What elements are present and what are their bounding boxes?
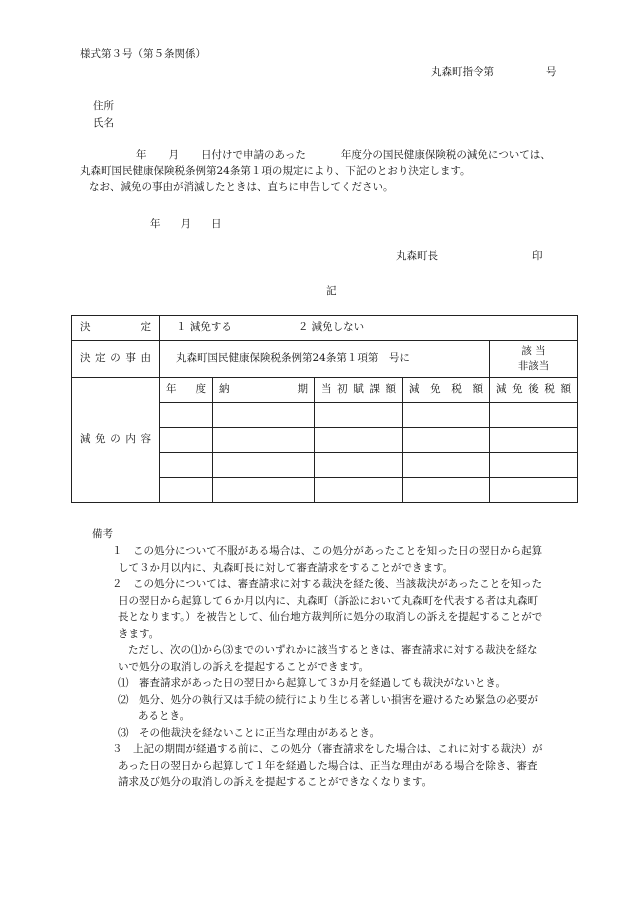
not-applicable: 非該当 bbox=[517, 360, 550, 372]
cell bbox=[213, 478, 315, 503]
decision-label: 決定 bbox=[72, 316, 160, 341]
cell bbox=[490, 428, 578, 453]
sub-item-2-line-1: ⑵ 処分、処分の執行又は手続の続行により生じる著しい損害を避けるため緊急の必要が bbox=[118, 693, 538, 706]
remark-2-line-1: ２ この処分については、審査請求に対する裁決を経た後、当該裁決があったことを知った bbox=[112, 578, 543, 590]
decision-option-1: １ 減免する bbox=[176, 321, 232, 334]
applicability bbox=[490, 341, 578, 378]
form-number: 様式第３号（第５条関係） bbox=[80, 48, 206, 60]
remark-1-line-1: １ この処分について不服がある場合は、この処分があったことを知った日の翌日から起算 bbox=[112, 545, 543, 557]
cell bbox=[213, 453, 315, 478]
remark-2-line-4: きます。 bbox=[118, 627, 160, 640]
intro-month: 月 bbox=[168, 149, 179, 161]
date-day: 日 bbox=[211, 218, 222, 230]
name-label: 氏名 bbox=[93, 117, 114, 129]
content-header-row bbox=[72, 378, 578, 403]
decision-options bbox=[160, 316, 578, 341]
sub-item-1: ⑴ 審査請求があった日の翌日から起算して３か月を経過しても裁決がないとき。 bbox=[118, 677, 506, 689]
issue-date bbox=[150, 218, 222, 231]
date-month: 月 bbox=[180, 218, 191, 230]
cell bbox=[160, 403, 213, 428]
cell bbox=[490, 453, 578, 478]
cell bbox=[160, 428, 213, 453]
remarks bbox=[92, 528, 582, 793]
applicable: 該 当 bbox=[521, 344, 546, 357]
cell bbox=[403, 453, 490, 478]
col-exempt: 減免税額 bbox=[403, 378, 490, 403]
intro-paragraph bbox=[80, 149, 570, 197]
addressee bbox=[93, 100, 114, 134]
cell bbox=[403, 403, 490, 428]
notice-number-suffix: 号 bbox=[546, 66, 557, 78]
sub-item-3: ⑶ その他裁決を経ないことに正当な理由があるとき。 bbox=[118, 726, 381, 739]
remarks-title: 備考 bbox=[92, 528, 113, 540]
cell bbox=[490, 403, 578, 428]
cell bbox=[315, 478, 403, 503]
intro-line-1 bbox=[80, 149, 570, 165]
ki-heading: 記 bbox=[326, 285, 337, 297]
intro-year: 年 bbox=[136, 149, 147, 161]
remark-3-line-1: ３ 上記の期間が経過する前に、この処分（審査請求をした場合は、これに対する裁決）が bbox=[112, 743, 543, 755]
intro-day-applied: 日付けで申請のあった bbox=[201, 149, 306, 161]
address-label: 住所 bbox=[93, 100, 114, 112]
proviso-line-2: いで処分の取消しの訴えを提起することができます。 bbox=[118, 660, 370, 673]
col-payment: 納 期 bbox=[213, 378, 315, 403]
reason-text: 丸森町国民健康保険税条例第24条第１項第 号に bbox=[160, 341, 490, 378]
remark-3-line-2: あった日の翌日から起算して１年を経過した場合は、正当な理由がある場合を除き、審査 bbox=[118, 759, 538, 772]
decision-row bbox=[72, 316, 578, 341]
cell bbox=[315, 453, 403, 478]
date-year: 年 bbox=[150, 218, 161, 230]
decision-option-2: ２ 減免しない bbox=[297, 321, 365, 334]
cell bbox=[315, 428, 403, 453]
notice-number-prefix: 丸森町指令第 bbox=[431, 66, 494, 78]
col-after: 減免後税額 bbox=[490, 378, 578, 403]
col-initial: 当初賦課額 bbox=[315, 378, 403, 403]
reason-label: 決定の事由 bbox=[72, 341, 160, 378]
cell bbox=[490, 478, 578, 503]
notice-number bbox=[431, 66, 557, 79]
col-year: 年 度 bbox=[160, 378, 213, 403]
cell bbox=[403, 428, 490, 453]
cell bbox=[315, 403, 403, 428]
reason-row bbox=[72, 341, 578, 378]
sub-item-2-line-2: あるとき。 bbox=[138, 710, 191, 722]
cell bbox=[160, 453, 213, 478]
issuer bbox=[396, 250, 543, 263]
intro-fiscal-year-text: 年度分の国民健康保険税の減免については、 bbox=[340, 149, 551, 161]
remark-1-line-2: して３か月以内に、丸森町長に対して審査請求をすることができます。 bbox=[118, 561, 454, 574]
issuer-title: 丸森町長 bbox=[396, 250, 438, 262]
cell bbox=[213, 428, 315, 453]
cell bbox=[403, 478, 490, 503]
intro-line-2: 丸森町国民健康保険税条例第24条第１項の規定により、下記のとおり決定します。 bbox=[80, 165, 471, 177]
decision-table bbox=[71, 315, 578, 503]
intro-line-3: なお、減免の事由が消滅したときは、直ちに申告してください。 bbox=[89, 181, 394, 193]
seal-mark: 印 bbox=[532, 250, 543, 262]
remark-3-line-3: 請求及び処分の取消しの訴えを提起することができなくなります。 bbox=[118, 776, 433, 788]
cell bbox=[213, 403, 315, 428]
remark-2-line-3: 長となります。）を被告として、仙台地方裁判所に処分の取消しの訴えを提起することがで bbox=[118, 611, 543, 623]
cell bbox=[160, 478, 213, 503]
proviso-line-1: ただし、次の⑴から⑶までのいずれかに該当するときは、審査請求に対する裁決を経な bbox=[128, 644, 538, 656]
content-label: 減免の内容 bbox=[72, 378, 160, 503]
remark-2-line-2: 日の翌日から起算して６か月以内に、丸森町（訴訟において丸森町を代表する者は丸森町 bbox=[118, 594, 538, 607]
